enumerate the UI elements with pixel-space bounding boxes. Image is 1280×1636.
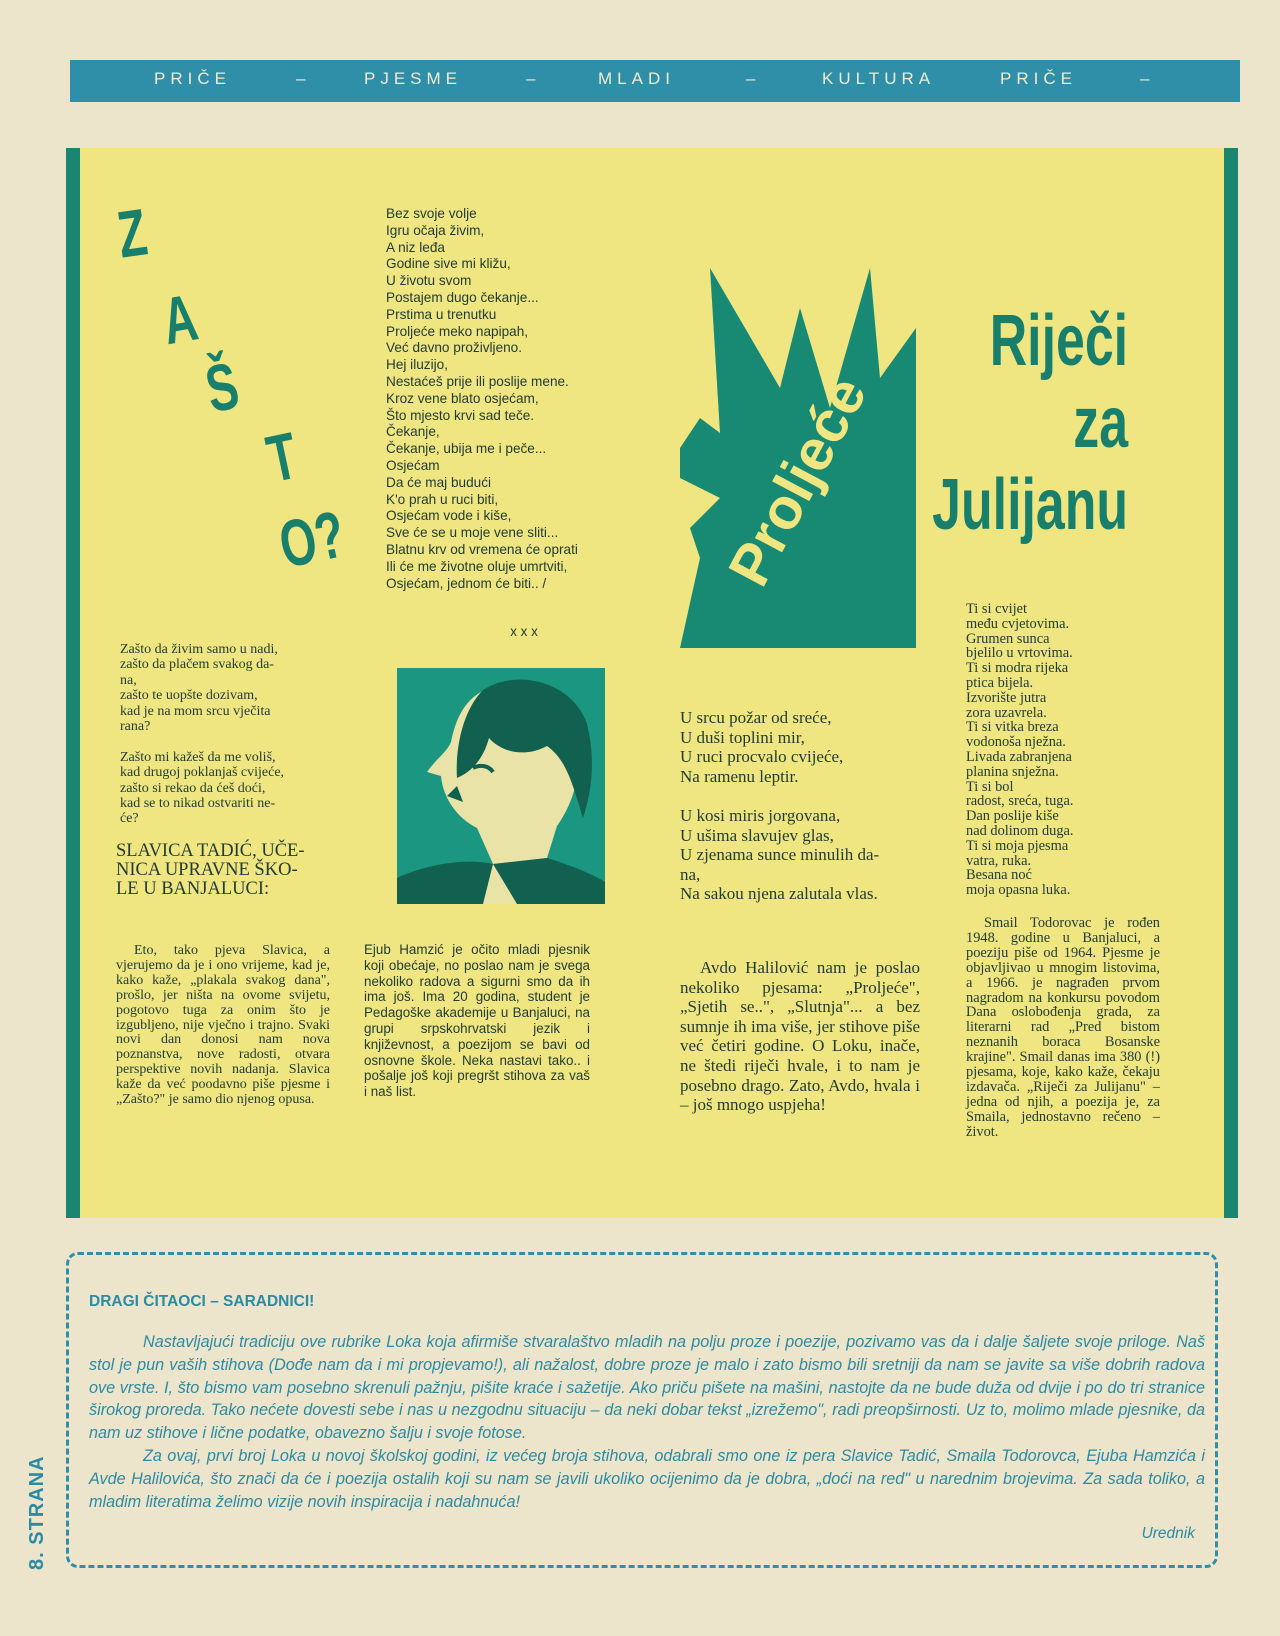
poem-separator: x x x — [510, 624, 538, 639]
rijeci-title-line: Julijanu — [932, 465, 1128, 545]
section-banner — [70, 60, 1240, 102]
notice-title: DRAGI ČITAOCI – SARADNICI! — [89, 1293, 315, 1310]
notice-body — [89, 1331, 1205, 1513]
panel-border-right — [1224, 148, 1238, 1218]
banner-item: – — [296, 69, 311, 88]
banner-item: – — [526, 69, 541, 88]
proljece-title-graphic — [680, 268, 916, 648]
editor-notice — [66, 1252, 1218, 1568]
sunburst-graphic — [680, 268, 916, 648]
banner-item: – — [746, 69, 761, 88]
rijeci-title-line: Riječi — [989, 301, 1128, 381]
banner-item: PJESME — [364, 69, 463, 88]
banner-item: PRIČE — [1000, 69, 1077, 88]
rijeci-title — [932, 300, 1128, 546]
banner-item: PRIČE — [154, 69, 231, 88]
portrait-image — [397, 668, 605, 904]
notice-paragraph: Nastavljajući tradiciju ove rubrike Loka koja afirmiše stvaralaštvo mladih na polju proze i poezije, pozivamo vas da i dalje šaljete svoje priloge. Naš stol je pun vaših stihova (Dođe nam da i mi propjevamo!), ali nažalost, dobre proze je malo i zato bismo bili sretniji da nam se javite sa više dobrih radova ove vrste. I, što bismo vam posebno skrenuli pažnju, pišite kraće i sažetije. Ako priču pišete na mašini, nastojte da ne bude duža od dvije i po do tri stranice širokog proreda. Tako nećete dovesti sebe i nas u nezgodnu situaciju – da neki dobar tekst „izrežemo", radi preopširnosti. Uz to, molimo mlade pjesnike, da nam uz stihove i lične podatke, obavezno šalju i svoje fotose. — [89, 1333, 1205, 1443]
panel-border-left — [66, 148, 80, 1218]
proljece-poem: U srcu požar od sreće, U duši toplini mir, U ruci procvalo cvijeće, Na ramenu leptir. U kosi miris jorgovana, U ušima slavujev glas, U zjenama sunce minulih da- na, Na sakou njena zalutala vlas. — [680, 708, 880, 904]
zasto-author: SLAVICA TADIĆ, UČE- NICA UPRAVNE ŠKO- LE U BANJALUCI: — [116, 841, 305, 899]
rijeci-bio: Smail Todorovac je rođen 1948. godine u Banjaluci, a poeziju piše od 1964. Pjesme je objavljivao u mnogim listovima, a 1966. je nagrađen prvom nagradom na konkursu povodom Dana oslobođenja grada, za literarni rad „Pred bistom neznanih boraca Bosanske krajine". Smail danas ima 380 (!) pjesama, koje, kako kaže, čekaju izdavača. „Riječi za Julijanu" – jedna od njih, a poezija je, za Smaila, jednostavno rečeno – život. — [966, 915, 1160, 1140]
hamzic-poem: Bez svoje volje Igru očaja živim, A niz leđa Godine sive mi kližu, U životu svom Postajem dugo čekanje... Prstima u trenutku Proljeće meko napipah, Već davno proživljeno. Hej iluzijo, Nestaćeš prije ili poslije mene. Kroz vene blato osjećam, Što mjesto krvi sad teče. Čekanje, Čekanje, ubija me i peče... Osjećam Da će maj budući K'o prah u ruci biti, Osjećam vode i kiše, Sve će se u moje vene sliti... Blatnu krv od vremena će oprati Ili će me životne oluje umrtviti, Osjećam, jednom će biti.. / — [386, 206, 578, 591]
zasto-poem: Zašto da živim samo u nadi, zašto da plačem svakog da- na, zašto te uopšte dozivam, kad je na mom srcu vječita rana? Zašto mi kažeš da me voliš, kad drugoj poklanjaš cvijeće, zašto si rekao da ćeš doći, kad se to nikad ostvariti ne- će? — [120, 642, 285, 827]
poetry-panel — [66, 148, 1238, 1218]
hamzic-bio: Ejub Hamzić je očito mladi pjesnik koji obećaje, no poslao nam je svega nekoliko radova a sigurni smo da ih ima još. Ima 20 godina, student je Pedagoške akademije u Banjaluci, na grupi srpskohrvatski jezik i književnost, a poezijom se bavi od osnovne škole. Neka nastavi tako.. i pošalje još koji pregršt stihova za vaš i naš list. — [364, 942, 590, 1100]
zasto-title-letter: A — [156, 279, 203, 359]
zasto-title-letter: Š — [199, 347, 245, 427]
zasto-title-letter: Z — [113, 194, 152, 272]
zasto-title-letter: O? — [272, 496, 351, 582]
banner-item: MLADI — [598, 69, 675, 88]
proljece-bio: Avdo Halilović nam je poslao nekoliko pjesama: „Proljeće", „Sjetih se..", „Slutnja"... a bez sumnje ih ima više, jer stihove piše već četiri godine. O Loku, inače, ne štedi riječi hvale, i to nam je posebno drago. Zato, Avdo, hvala i – još mnogo uspjeha! — [680, 958, 920, 1115]
notice-paragraph: Za ovaj, prvi broj Loka u novoj školskoj godini, iz većeg broja stihova, odabrali smo one iz pera Slavice Tadić, Smaila Todorovca, Ejuba Hamzića i Avde Halilovića, što znači da će i poezija ostalih koji su nam se javili ukoliko ocijenimo da je dobra, „doći na red" u narednim brojevima. Za sada toliko, a mladim literatima želimo vizije novih inspiracija i nadahnuća! — [89, 1446, 1205, 1511]
banner-item: – — [1140, 69, 1155, 88]
proljece-title: Proljeće — [716, 366, 880, 597]
banner-item: KULTURA — [822, 69, 936, 88]
rijeci-poem: Ti si cvijet među cvjetovima. Grumen sunca bjelilo u vrtovima. Ti si modra rijeka ptica bijela. Izvorište jutra zora uzavrela. Ti si vitka breza vodonoša nježna. Livada zabranjena planina snježna. Ti si bol radost, sreća, tuga. Dan poslije kiše nad dolinom duga. Ti si moja pjesma vatra, ruka. Besana noć moja opasna luka. — [966, 601, 1074, 899]
author-photo — [397, 668, 605, 904]
rijeci-title-line: za — [1073, 383, 1128, 463]
zasto-title-letter: T — [260, 417, 304, 497]
notice-signature: Urednik — [1141, 1525, 1195, 1542]
page-number-label: 8. STRANA — [26, 1455, 48, 1570]
zasto-bio: Eto, tako pjeva Slavica, a vjerujemo da je i ono vrijeme, kad je, kako kaže, „plakala svakog dana", prošlo, jer ništa na ovome svijetu, pogotovo tuga za onim što je izgubljeno, nije vječno i trajno. Svaki novi dan donosi nam nova poznanstva, nove radosti, otvara perspektive novih nadanja. Slavica kaže da već poodavno piše pjesme i „Zašto?" je samo dio njenog opusa. — [116, 943, 330, 1108]
